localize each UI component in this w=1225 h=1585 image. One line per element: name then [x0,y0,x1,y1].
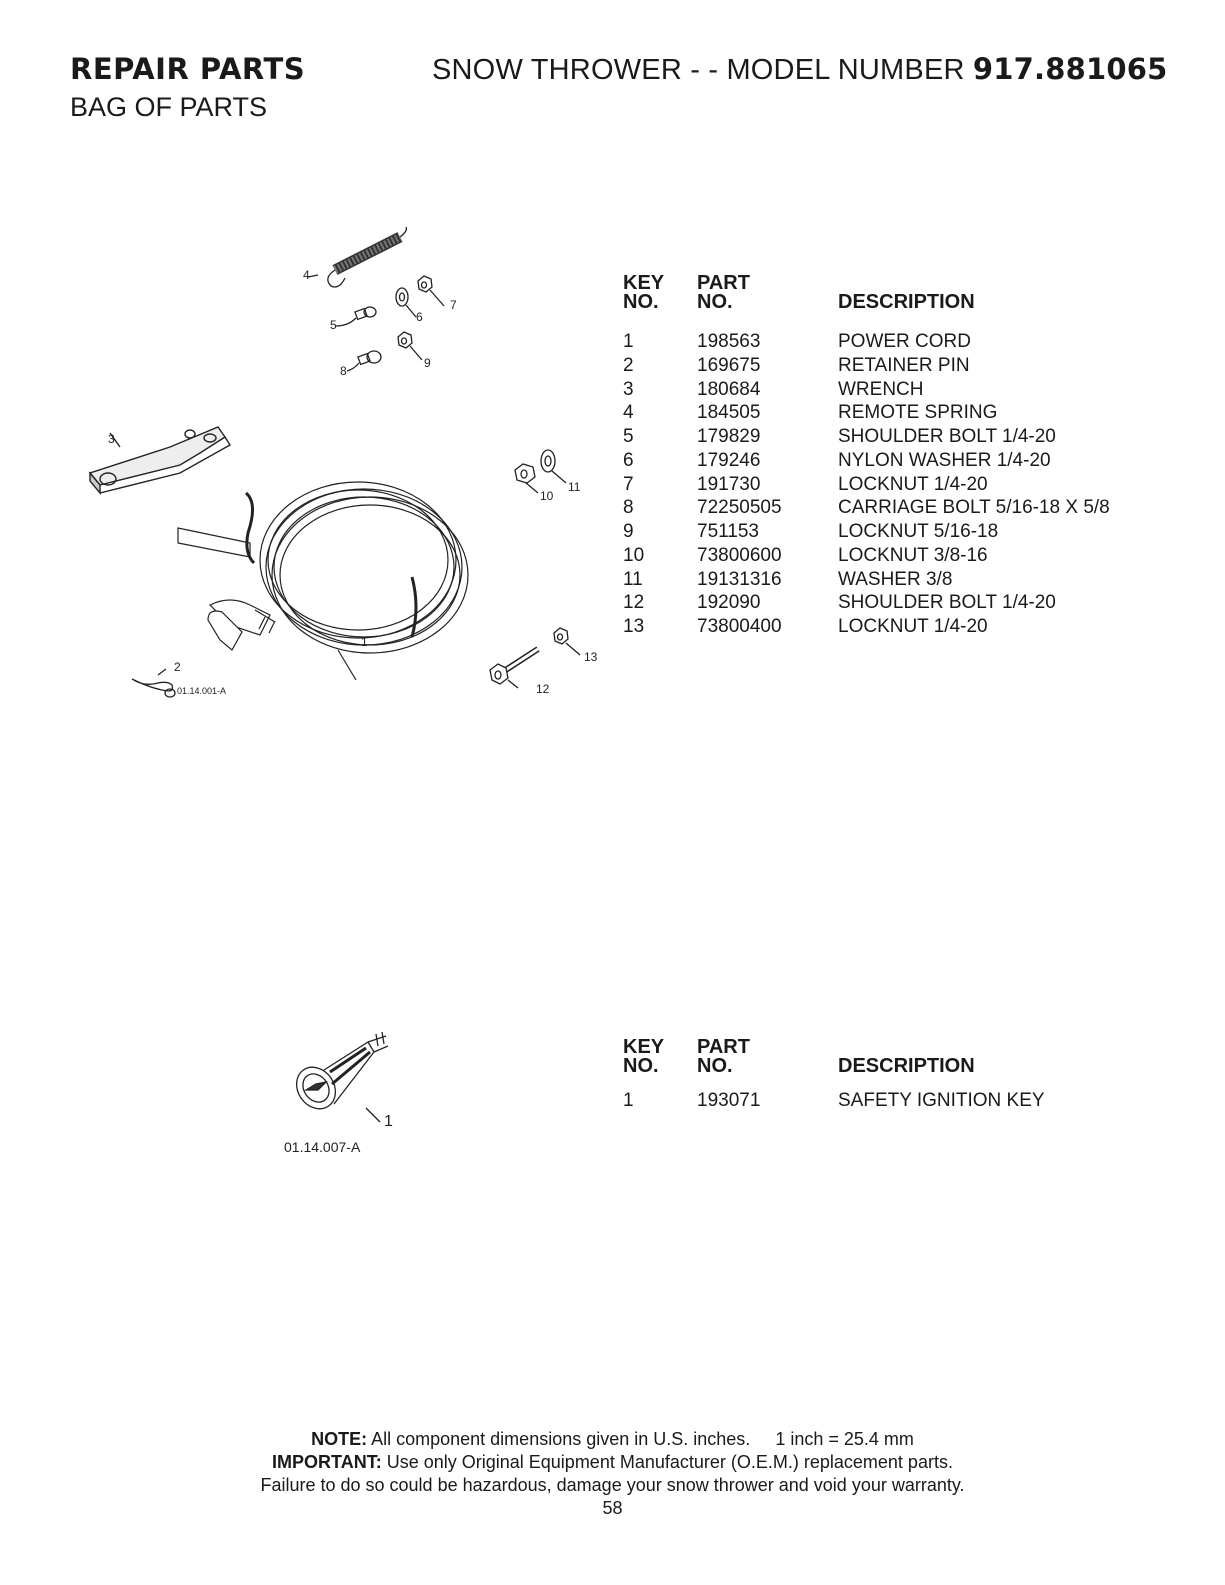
table-cell-key: 12 [623,592,645,614]
washer-6-illustration [396,288,416,317]
callout-5: 5 [330,318,337,332]
section-title: REPAIR PARTS [70,52,306,86]
table-cell-part: 180684 [697,378,761,400]
table-cell-desc: WRENCH [838,378,924,400]
table-cell-part: 191730 [697,473,761,495]
table1-part-column [697,330,782,639]
table-cell-key: 1 [623,1090,634,1111]
table-cell-part: 193071 [697,1090,761,1111]
callout-1: 1 [361,635,368,649]
table-cell-key: 13 [623,616,645,637]
table-cell-desc: NYLON WASHER 1/4-20 [838,449,1051,471]
ignition-key-illustration [289,1032,388,1122]
table-cell-part: 73800400 [697,616,782,637]
table-cell-key: 8 [623,497,634,519]
table-cell-key: 6 [623,449,634,471]
table-cell-part: 198563 [697,331,761,352]
table-cell-desc: REMOTE SPRING [838,402,998,424]
table-cell-key: 3 [623,378,634,400]
model-number: 917.881065 [972,52,1168,86]
page-number: 58 [602,1498,623,1518]
table-cell-part: 751153 [697,521,759,542]
table-cell-desc: LOCKNUT 5/16-18 [838,521,999,542]
table-cell-key: 4 [623,402,634,424]
note-line: NOTE: All component dimensions given in U.S. inches. 1 inch = 25.4 mm [311,1429,914,1449]
table-cell-key: 10 [623,544,645,566]
table-cell-part: 184505 [697,402,761,424]
page-subtitle: BAG OF PARTS [70,92,268,122]
callout-9: 9 [424,356,431,370]
table-cell-desc: SAFETY IGNITION KEY [838,1090,1045,1111]
power-cord-illustration [178,482,468,680]
table2-desc-column [838,1089,1045,1113]
model-prefix: SNOW THROWER - - MODEL NUMBER [432,54,965,86]
diagram2-code: 01.14.007-A [284,1139,361,1155]
ignition-key-diagram [270,1028,430,1158]
callout-8: 8 [340,364,347,378]
table-cell-part: 19131316 [697,568,782,590]
table-cell-part: 73800600 [697,544,782,566]
table-cell-part: 72250505 [697,497,782,519]
table2-key-column [623,1089,634,1113]
table1-header-part: PART NO. [697,272,750,313]
callout-key-1: 1 [384,1113,393,1130]
washer-11-illustration [541,450,566,483]
callout-2: 2 [174,660,181,674]
locknut-9-illustration [398,332,422,360]
table1-header-desc: DESCRIPTION [838,291,975,313]
bag-of-parts-diagram [60,215,620,715]
table-cell-desc: WASHER 3/8 [838,568,953,590]
table-cell-desc: SHOULDER BOLT 1/4-20 [838,592,1056,614]
table-cell-desc: CARRIAGE BOLT 5/16-18 X 5/8 [838,497,1110,519]
table-cell-key: 1 [623,331,634,352]
table1-key-column [623,330,644,639]
table-cell-key: 2 [623,354,634,376]
table-cell-desc: LOCKNUT 1/4-20 [838,473,988,495]
callout-11: 11 [568,480,581,494]
table-cell-key: 11 [623,568,643,590]
callout-4: 4 [303,268,310,282]
locknut-13-illustration [554,628,580,655]
table-cell-desc: SHOULDER BOLT 1/4-20 [838,426,1056,447]
shoulder-bolt-5-illustration [336,307,376,326]
table-cell-desc: RETAINER PIN [838,354,970,376]
callout-13: 13 [584,650,598,664]
callout-3: 3 [108,432,115,446]
callout-7: 7 [450,298,457,312]
table2-header-key: KEY NO. [623,1036,665,1077]
table-cell-key: 5 [623,426,634,447]
table-cell-part: 192090 [697,592,761,614]
callout-10: 10 [540,489,554,503]
locknut-10-illustration [515,464,538,493]
table-cell-part: 169675 [697,354,761,376]
table-cell-key: 9 [623,521,634,542]
callout-12: 12 [536,682,550,696]
locknut-7-illustration [418,276,444,306]
table2-header-desc: DESCRIPTION [838,1055,975,1077]
table-cell-key: 7 [623,473,634,495]
footer-notes [0,1428,1225,1520]
callout-6: 6 [416,310,423,324]
table-cell-part: 179246 [697,449,761,471]
table-cell-desc: LOCKNUT 3/8-16 [838,544,988,566]
important-line: IMPORTANT: Use only Original Equipment Manufacturer (O.E.M.) replacement parts. [272,1452,953,1472]
warning-line: Failure to do so could be hazardous, damage your snow thrower and void your warranty. [260,1475,965,1495]
table1-desc-column [838,330,1110,639]
table1-header-key: KEY NO. [623,272,665,313]
model-heading [432,52,1168,87]
carriage-bolt-8-illustration [347,351,381,371]
shoulder-bolt-12-illustration [490,649,538,688]
table-cell-part: 179829 [697,426,761,447]
table-cell-desc: POWER CORD [838,331,971,352]
table2-header-part: PART NO. [697,1036,750,1077]
retainer-pin-illustration [132,669,175,697]
remote-spring-illustration [308,227,406,287]
diagram-code: 01.14.001-A [177,686,227,696]
table2-part-column [697,1089,760,1113]
unit-conversion: 1 inch = 25.4 mm [775,1429,914,1449]
table-cell-desc: LOCKNUT 1/4-20 [838,616,988,637]
